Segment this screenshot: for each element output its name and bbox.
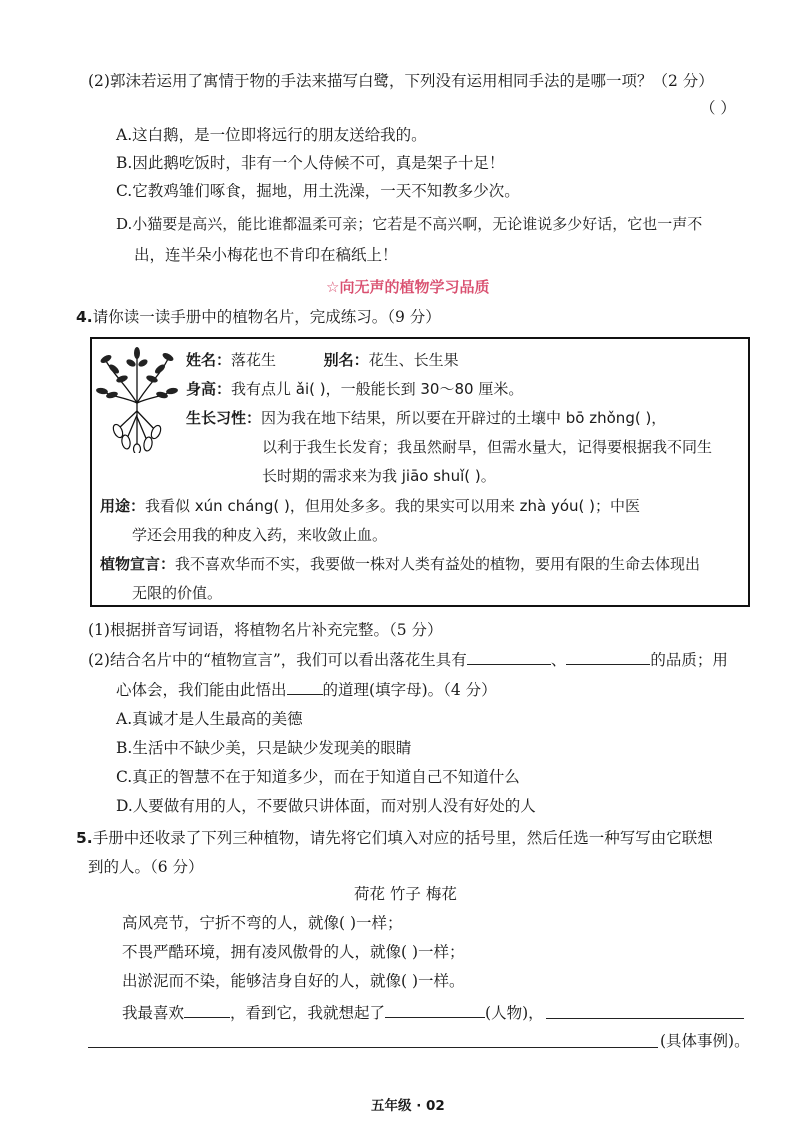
use-line-1: 我看似 xún cháng( )，但用处多多。我的果实可以用来 zhà yóu( )；中医 xyxy=(145,497,641,515)
alias-label: 别名： xyxy=(323,351,369,369)
habit-line-1: 因为我在地下结果，所以要在开辟过的土壤中 bō zhǒng( )， xyxy=(261,409,667,427)
q2-option-d-cont: 出，连半朵小梅花也不肯印在稿纸上！ xyxy=(134,246,398,264)
q2-option-d: D.小猫要是高兴，能比谁都温柔可亲；它若是不高兴啊，无论谁说多少好话，它也一声不 xyxy=(116,215,703,233)
q5-stem-cont: 到的人。（6 分） xyxy=(88,858,204,876)
q5-fav-text-a: 我最喜欢 xyxy=(122,1004,185,1022)
card-height-row xyxy=(186,378,523,400)
page-footer: 五年级 · 02 xyxy=(371,1098,445,1114)
q4-sub2-text-d: 的道理(填字母)。（4 分） xyxy=(322,681,497,699)
q4-sub2-sep: 、 xyxy=(550,651,567,669)
name-value: 落花生 xyxy=(231,351,277,369)
card-name-row xyxy=(186,349,459,371)
q5-number: 5. xyxy=(76,829,93,847)
q2-option-a: A.这白鹅，是一位即将远行的朋友送给我的。 xyxy=(116,126,427,144)
name-label: 姓名： xyxy=(186,351,232,369)
q2-stem: (2)郭沫若运用了寓情于物的手法来描写白鹭，下列没有运用相同手法的是哪一项？（2 分） xyxy=(88,72,714,90)
q4-heading xyxy=(76,306,441,328)
plant-card xyxy=(90,337,750,607)
q4-stem: 请你读一读手册中的植物名片，完成练习。（9 分） xyxy=(92,308,441,326)
peanut-plant-illustration xyxy=(96,345,178,453)
q4-sub2-text-c: 心体会，我们能由此悟出 xyxy=(116,681,287,699)
use-label: 用途： xyxy=(100,497,146,515)
q4-sub2-row xyxy=(88,648,728,671)
q4-sub1: (1)根据拼音写词语，将植物名片补充完整。（5 分） xyxy=(88,621,443,639)
q5-fav-text-b: ，看到它，我就想起了 xyxy=(230,1004,386,1022)
q5-heading xyxy=(76,827,713,849)
q4-sub2-row-2 xyxy=(116,678,497,701)
q5-fav-text-c: (人物)， xyxy=(485,1004,544,1022)
q4-sub2-text-b: 的品质；用 xyxy=(650,651,728,669)
use-line-2: 学还会用我的种皮入药，来收敛止血。 xyxy=(132,526,388,544)
decl-line-1: 我不喜欢华而不实，我要做一株对人类有益处的植物，要用有限的生命去体现出 xyxy=(175,555,701,573)
q4-option-b: B.生活中不缺少美，只是缺少发现美的眼睛 xyxy=(116,739,412,757)
q5-favorite-row xyxy=(122,1001,544,1024)
habit-line-3: 长时期的需求来为我 jiāo shuǐ( )。 xyxy=(262,467,496,485)
q5-example-suffix: (具体事例)。 xyxy=(660,1032,750,1050)
quality-blank-1[interactable] xyxy=(467,648,551,665)
decl-line-2: 无限的价值。 xyxy=(132,584,223,602)
alias-value: 花生、长生果 xyxy=(368,351,459,369)
q5-plants: 荷花 竹子 梅花 xyxy=(354,885,457,903)
q2-option-b: B.因此鹅吃饭时，非有一个人侍候不可，真是架子十足！ xyxy=(116,154,505,172)
q4-sub2-text-a: (2)结合名片中的“植物宣言”，我们可以看出落花生具有 xyxy=(88,651,467,669)
q4-option-c: C.真正的智慧不在于知道多少，而在于知道自己不知道什么 xyxy=(116,768,520,786)
q5-line-3: 出淤泥而不染，能够洁身自好的人，就像( )一样。 xyxy=(122,972,465,990)
favorite-plant-blank[interactable] xyxy=(184,1001,230,1018)
quality-blank-2[interactable] xyxy=(566,648,650,665)
habit-label: 生长习性： xyxy=(186,409,262,427)
q4-number: 4. xyxy=(76,308,93,326)
height-label: 身高： xyxy=(186,380,232,398)
card-habit-row xyxy=(186,407,666,429)
example-blank-line-1[interactable] xyxy=(546,1018,744,1019)
q4-option-d: D.人要做有用的人，不要做只讲体面，而对别人没有好处的人 xyxy=(116,797,536,815)
q2-option-c: C.它教鸡雏们啄食，掘地，用土洗澡，一天不知教多少次。 xyxy=(116,182,520,200)
habit-line-2: 以利于我生长发育；我虽然耐旱，但需水量大，记得要根据我不同生 xyxy=(262,438,713,456)
person-blank[interactable] xyxy=(385,1001,485,1018)
principle-blank[interactable] xyxy=(287,678,323,695)
q5-line-1: 高风亮节，宁折不弯的人，就像( )一样； xyxy=(122,914,403,932)
q5-line-2: 不畏严酷环境，拥有凌风傲骨的人，就像( )一样； xyxy=(122,943,465,961)
card-use-row xyxy=(100,495,640,517)
height-text: 我有点儿 ǎi( )，一般能长到 30～80 厘米。 xyxy=(231,380,524,398)
q4-option-a: A.真诚才是人生最高的美德 xyxy=(116,710,303,728)
card-decl-row xyxy=(100,553,700,575)
section-title: ☆向无声的植物学习品质 xyxy=(326,278,490,296)
example-blank-line-2[interactable] xyxy=(88,1047,658,1048)
decl-label: 植物宣言： xyxy=(100,555,176,573)
q2-answer-paren[interactable]: （ ） xyxy=(700,99,736,117)
q5-stem: 手册中还收录了下列三种植物，请先将它们填入对应的括号里，然后任选一种写写由它联想 xyxy=(92,829,713,847)
